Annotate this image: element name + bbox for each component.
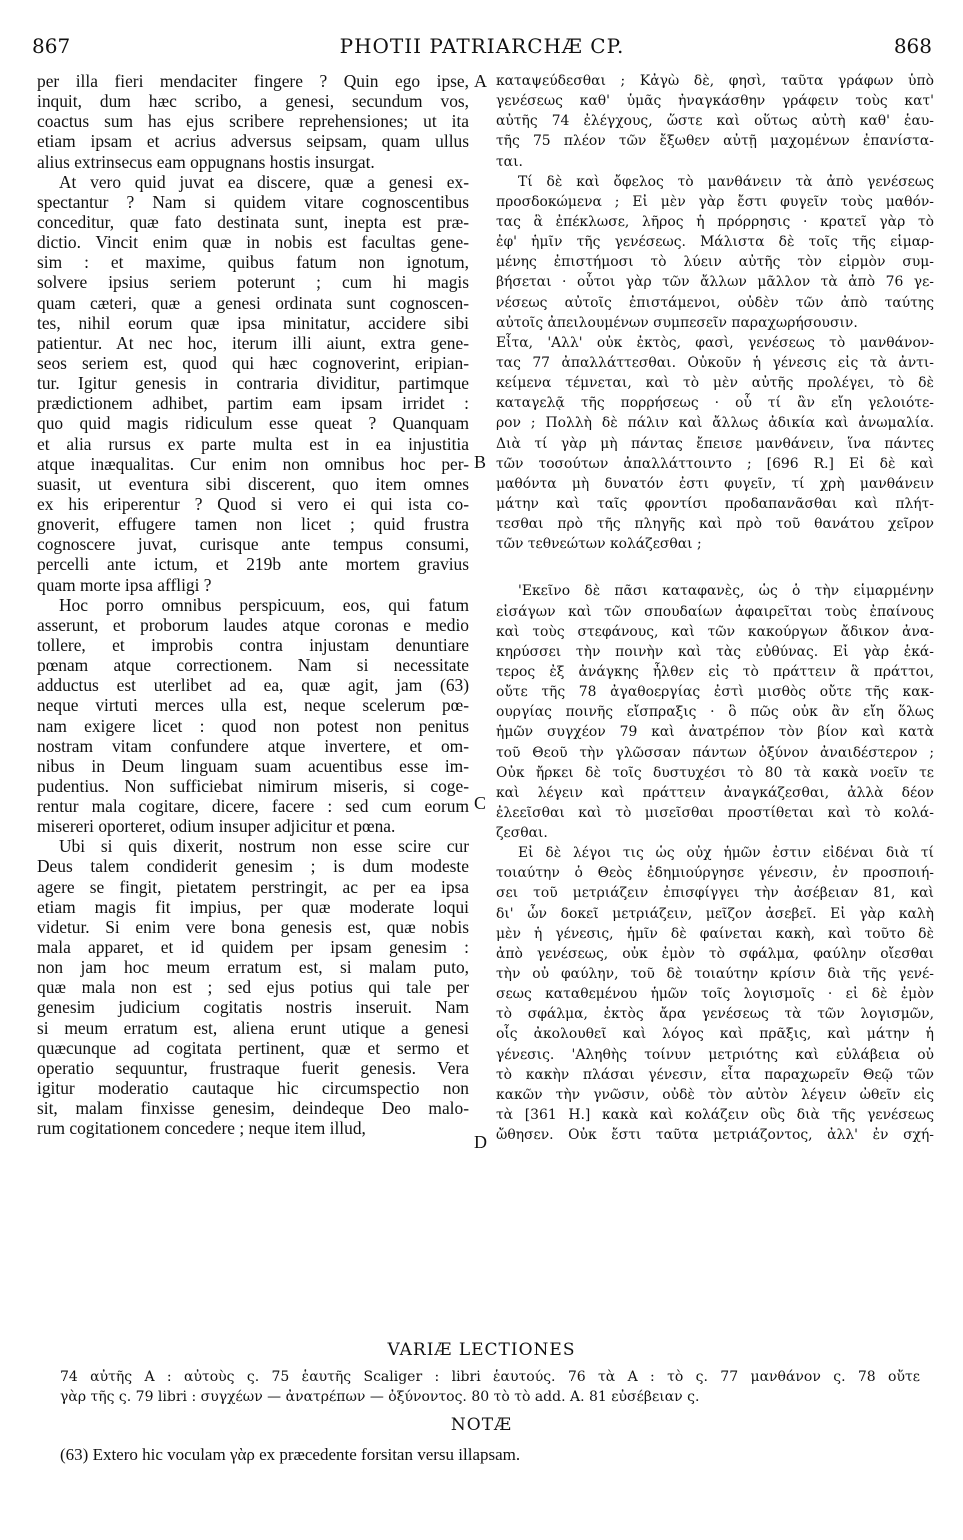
latin-line: misereri oporteret, odium insuper adjicitur et pœna. [37,816,396,837]
latin-line: rum cogitationem concedere ; neque item illud, [37,1118,366,1139]
greek-line: δι' ὧν δοκεῖ μετριάζειν, μεῖζον ἀσεβεῖ. Εἰ γὰρ καλὴ [496,905,934,922]
latin-line: conceditur, quæ fato destinata sunt, inepta est præ- [37,211,469,232]
latin-line: gnoverit, effugere tamen non licet ; quid frustra [37,514,469,535]
greek-line: γένεσις. 'Αληθὴς τοίνυν μετριότης καὶ εὐλάβεια οὐ [496,1046,934,1063]
greek-line: αὐτοῖς ἀπειλουμένων συμπεσεῖν παραχωρήσουσιν. [496,314,858,331]
latin-line: quo quid magis ridiculum esse queat ? Quanquam [37,413,469,434]
greek-line: Τί δὲ καὶ ὄφελος τὸ μανθάνειν τὰ ἀπὸ γενέσεως [518,173,934,190]
latin-line: etiam magis fit impius, per quæ moderate loqui [37,896,469,917]
greek-line: τας 77 ἀπαλλάττεσθαι. Οὐκοῦν ἡ γένεσις εἰς τὰ ἀντι- [496,354,934,371]
latin-line: tur. Igitur genesis in contraria dividitur, partimque [37,373,469,394]
greek-line: σεως καταθεμένου ἡμῶν τοῖς λογισμοῖς · εἰ δὲ ἐμὸν [496,986,934,1003]
greek-line: ἡμῶν συγχέον 79 καὶ ἀνατρέπον τὸν βίον καὶ κατὰ [496,724,934,741]
latin-line: nam exigere licet : quod non potest non penitus [37,715,469,736]
page-number-right: 868 [893,34,932,58]
latin-line: Deus talem condiderit genesim ; is dum modeste [37,856,469,877]
greek-line: τοιαύτην ὁ Θεὸς ἐδημιούργησε γένεσιν, ἐν προσποιή- [496,865,934,882]
greek-line: Οὐκ ἤρκει δὲ τοῖς δυστυχέσι τὸ 80 τὰ κακὰ νοεῖν τε [496,764,934,781]
latin-line: genesim judicium cogitatis nostris inseruit. Nam [37,997,469,1018]
variae-line: γὰρ τῆς ς. 79 libri : συγχέων — ἀνατρέπων — ὀξύνοντος. 80 τὸ τὸ add. A. 81 εὐσέβειαν ς. [60,1389,700,1405]
page-header [32,34,932,62]
latin-line: sit, malam finxisse genesim, deindeque Deo malo- [37,1098,469,1119]
latin-line: quam cæteri, quæ a genesi ordinata sunt cognoscen- [37,292,469,313]
latin-line: non jam hoc meum erratum est, si malam puto, [37,957,469,978]
latin-line: ex his eriperentur ? Quod si vero ei qui ista co- [37,493,469,514]
greek-line: 'Εκεῖνο δὲ πᾶσι καταφανὲς, ὡς ὁ τὴν εἱμαρμένην [518,583,934,600]
greek-line: ὤθησεν. Οὐκ ἔστι ταῦτα μετριάζοντος, ἀλλ' ἐν σχή- [496,1127,934,1144]
latin-line: prædictionem adhibet, partim eam ipsam irridet : [37,393,469,414]
latin-line: coactus sum has ejus scribere reprehensiones; ut ita [37,111,469,132]
latin-line: percelli ante ictum, et 219b ante mortem gravius [37,554,469,575]
greek-line: κηρύσσει τὴν ποινὴν καὶ τὰς εὐθύνας. Εἰ γὰρ ἑκά- [496,643,934,660]
latin-line: pœnam atque correctionem. Nam si necessitate [37,655,469,676]
notae-heading: NOTÆ [450,1415,513,1435]
latin-line: quæcunque ad cogitata pertinent, quæ et sermo et [37,1037,469,1058]
margin-letter-c: C [474,793,487,813]
greek-line: τῶν τοσούτων ἀπαλλάττοιντο ; [696 R.] Εἰ δὲ καὶ [496,455,934,472]
greek-line: ἐλεεῖσθαι καὶ τὸ μισεῖσθαι προστίθεται καὶ τὸ κολά- [496,804,934,821]
greek-line: ἐφ' ἡμῖν τῆς γενέσεως. Μάλιστα δὲ τοῖς τῆς εἱμαρ- [496,234,934,251]
latin-line: patientur. At nec hoc, iterum illi aiunt, extra gene- [37,332,469,353]
latin-line: tes, nihil eorum quæ ipsa minitatur, accidere sibi [37,312,469,333]
greek-line: μαθόντα μὴ δυνατόν ἐστι φυγεῖν, τί χρὴ μανθάνειν [496,475,934,492]
greek-line: οὔτε τῆς 78 ἀγαθοεργίας ἐστὶ μισθὸς οὔτε τῆς κακ- [496,684,934,701]
greek-line: τὰ [361 H.] κακὰ καὶ κολάζειν οὓς διὰ τῆς γενέσεως [496,1107,934,1124]
variae-lectiones [60,1367,920,1407]
greek-line: ζεσθαι. [496,825,548,842]
latin-line: agere se fingit, pietatem perstringit, ac per ea ipsa [37,876,469,897]
latin-line: suasit, ut eventura sibi discerent, quo item omnes [37,473,469,494]
latin-line: neque virtuti merces ulla est, neque scelerum pœ- [37,695,469,716]
greek-line: ἀπὸ γενέσεως, οὐκ ἐμὸν τὸ σφάλμα, φαύλην οἴεσθαι [496,945,934,962]
latin-line: operatio sequuntur, frustraque fuerit genesis. Vera [37,1057,469,1078]
greek-line: αὐτῆς 74 ἐλέγχους, ὥστε καὶ οὕτως αὐτὴ καθ' ἑαυ- [496,113,934,130]
latin-line: rentur mala cogitare, dicere, facere : sed cum eorum [37,796,469,817]
greek-line: τὴν οὐ φαύλην, τοῦ δὲ τοιαύτην κρίσιν διὰ τῆς γενέ- [496,966,934,983]
latin-line: quam morte ipsa affligi ? [37,574,212,595]
greek-line: κακῶν τὴν γνῶσιν, οὐδὲ τὸν αὐτὸν λέγειν ὠθεῖν εἰς [496,1086,934,1103]
greek-line: κείμενα τέμνεται, καὶ τὸ μὲν αὐτῆς προλέγει, τὸ δὲ [496,375,934,392]
greek-line: Εἶτα, 'Αλλ' οὐκ ἐκτὸς, φασὶ, γενέσεως τὸ μανθάνον- [496,334,934,351]
latin-line: sim : et maxime, quibus fatum non ignotum, [37,252,469,273]
latin-column [37,71,469,1138]
note-text: (63) Extero hic voculam γὰρ ex præcedente forsitan versu illapsam. [60,1445,521,1464]
latin-line: cognoscere juvat, curisque ante tempus consumi, [37,534,469,555]
margin-letter-a: A [474,71,487,91]
latin-line: etiam ipsam et acrius adversus seipsam, quam ullus [37,131,469,152]
greek-line: ται. [496,153,523,170]
greek-line: καὶ τοὺς στεφάνους, καὶ τῶν κακούργων ἄδικον ἀνα- [496,623,934,640]
variae-lectiones-heading: VARIÆ LECTIONES [387,1340,576,1360]
latin-line: quæ mala non est ; sed ejus potius qui tale per [37,977,469,998]
greek-line: τῶν τεθνεώτων κολάζεσθαι ; [496,536,702,553]
latin-line: alius extrinsecus eam oppugnans hostis insurgat. [37,151,375,172]
greek-line: τερος ἐξ ἀνάγκης ἦλθεν εἰς τὸ πράττειν ἃ πράττοι, [496,663,934,680]
greek-line: καταψεύδεσθαι ; Κἀγὼ δὲ, φησὶ, ταῦτα γράφων ὑπὸ [496,73,934,89]
latin-line: adductus est uterlibet ad ea, quæ agit, jam (63) [37,675,469,696]
latin-line: At vero quid juvat ea discere, quæ a genesi ex- [59,171,469,192]
latin-line: videtur. Si enim vere bona genesis est, quæ nobis [37,916,469,937]
latin-line: et alia rursus ex parte multa est in ea injustitia [37,433,469,454]
greek-column [496,71,934,1145]
latin-line: spectantur ? Nam si quidem vitare cognoscentibus [37,191,469,212]
latin-line: si meum erratum est, aliena erunt utique a genesi [37,1017,469,1038]
greek-line: Εἰ δὲ λέγοι τις ὡς οὐχ ἡμῶν ἐστιν εἰδέναι διὰ τί [518,845,934,862]
margin-letter-d: D [474,1132,487,1152]
latin-line: Hoc porro omnibus perspicuum, eos, qui fatum [59,594,469,615]
greek-line: μένης ἐπιστήμοσι τὸ λύειν αὐτῆς τὸν εἱρμὸν συμ- [496,254,934,271]
variae-line: 74 αὐτῆς A : αὐτοὺς ς. 75 ἑαυτῆς Scaliger : libri ἑαυτούς. 76 τὰ A : τὸ ς. 77 μανθάνον ς. 78 οὔτε [60,1369,920,1385]
greek-line: καὶ λέγειν καὶ πράττειν ἀναγκάζεσθαι, ἀλλὰ δέον [496,784,934,801]
greek-line: τοῦ Θεοῦ τὴν γλῶσσαν πάντων ὀξύνον ἀναιδέστερον ; [496,744,934,761]
latin-line: asserunt, et proborum laudes atque coronas e medio [37,614,469,635]
greek-line: τεσθαι πρὸ τῆς πληγῆς καὶ πρὸ τοῦ θανάτου χεῖρον [496,516,934,533]
greek-line: μάτην καὶ ταῖς φροντίσι προδαπανᾶσθαι καὶ πλήτ- [496,495,934,512]
greek-line: ουργίας ποινῆς εἴσπραξις · ὃ πῶς οὐκ ἂν εἴη ὅλως [496,704,934,721]
page-number-left: 867 [32,34,71,58]
latin-line: dictio. Vincit enim quæ in nobis est facultas gene- [37,232,469,253]
running-title: PHOTII PATRIARCHÆ CP. [339,34,625,58]
greek-line: ρον ; Πολλὴ δὲ πάλιν καὶ ἄλλως ἀδικία καὶ ἀνωμαλία. [496,415,934,432]
greek-line: σει τοῦ μετριάζειν ἐπισφίγγει τὴν ἀσέβειαν 81, καὶ [496,885,934,902]
latin-line: Ubi si quis dixerit, nostrum non esse scire cur [59,836,469,857]
latin-line: pudentius. Non sufficiebat nimirum miseris, si coge- [37,775,469,796]
greek-line: τῆς 75 πλέον τῶν ἔξωθεν αὐτῇ μαχομένων ἐπανίστα- [496,133,934,150]
greek-line: μὲν ἡ γένεσις, ἡμῖν δὲ φαίνεται κακὴ, καὶ τοῦτο δὲ [496,925,934,942]
latin-line: mala apparet, et id quidem per ipsam genesim : [37,937,469,958]
greek-line: νέσεως αὐτοῖς ἐπιστάμενοι, οὐδὲν τῶν ἀπὸ ταύτης [496,294,934,311]
latin-line: tollere, et improbis contra injustam denuntiare [37,634,469,655]
latin-line: nibus in Deum linguam suam acuentibus esse im- [37,755,469,776]
greek-line: γενέσεως καθ' ὑμᾶς ἠναγκάσθην γράφειν τοὺς κατ' [496,93,934,110]
latin-line: nostram vitam confundere atque invertere, et om- [37,735,469,756]
greek-line: εἰσάγων καὶ τῶν σπουδαίων ἀφαιρεῖται τοὺς ἐπαίνους [496,603,934,620]
latin-line: per illa fieri mendaciter fingere ? Quin ego ipse, [37,71,469,91]
greek-line: καταγελᾷ τῆς πορρήσεως · οὗ τί ἂν εἴη γελοιότε- [496,395,934,412]
latin-line: seos seriem est, quod qui hæc cognoverint, eripian- [37,352,469,373]
greek-line: τὸ κακὴν πλάσαι γένεσιν, εἶτα παραχωρεῖν Θεῷ τῶν [496,1066,934,1083]
latin-line: atque inæqualitas. Cur enim non omnibus hoc per- [37,453,469,474]
greek-line: προσδοκώμενα ; Εἰ μὲν γὰρ ἔστι φυγεῖν τοὺς μαθόν- [496,193,934,210]
latin-line: solvere ipsius seriem poterunt ; cum hi magis [37,272,469,293]
greek-line: τὸ σφάλμα, ἐκτὸς ἄρα γενέσεως τὰ τῶν λογισμῶν, [496,1006,934,1023]
greek-line: τας ἃ ἐπέκλωσε, λῆρος ἡ πρόρρησις · κρατεῖ γὰρ τὸ [496,213,934,230]
margin-letter-b: B [474,452,487,472]
latin-line: inquit, dum hæc scribo, a genesi, secundum vos, [37,91,469,112]
greek-line: βήσεται · οὗτοι γὰρ τῶν ἄλλων μᾶλλον τὰ ἀπὸ 76 γε- [496,274,934,291]
greek-line: Διὰ τί γὰρ μὴ πάντας ἔπεισε μανθάνειν, ἵνα πάντες [496,435,934,452]
latin-line: igitur moderatio cautaque hic circumspectio non [37,1078,469,1099]
greek-line: οἷς ἀκολουθεῖ καὶ λόγος καὶ πρᾶξις, καὶ μάτην ἡ [496,1026,934,1043]
